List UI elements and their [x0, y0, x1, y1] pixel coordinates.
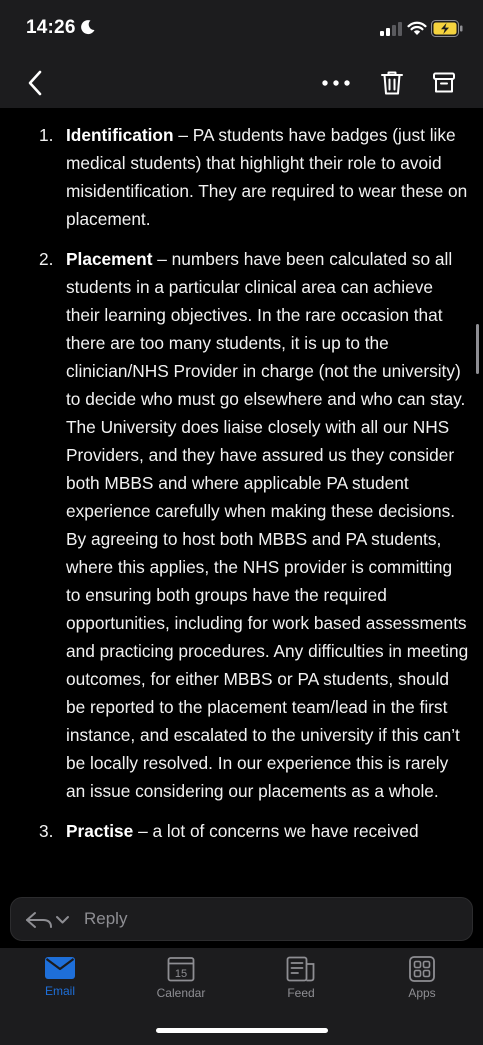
trash-icon — [381, 70, 403, 96]
moon-icon — [80, 19, 96, 35]
list-item-title: Practise — [66, 821, 134, 841]
calendar-day: 15 — [174, 968, 188, 980]
reply-options-icon[interactable] — [23, 908, 83, 932]
home-indicator[interactable] — [156, 1028, 328, 1033]
tab-label: Feed — [287, 986, 315, 1000]
tab-feed[interactable] — [241, 956, 361, 1016]
wifi-icon — [407, 20, 427, 36]
reply-bar[interactable] — [10, 897, 473, 941]
email-body — [0, 108, 483, 845]
apps-grid-icon — [409, 956, 435, 982]
list-item-title: Placement — [66, 249, 153, 269]
more-dots-icon — [322, 80, 350, 86]
tab-apps[interactable] — [362, 956, 482, 1016]
list-item — [0, 121, 483, 233]
list-item-title: Identification — [66, 125, 174, 145]
list-item-text: – a lot of concerns we have received — [133, 821, 419, 841]
cellular-signal-icon — [380, 22, 404, 36]
delete-button[interactable] — [374, 58, 410, 108]
battery-charging-icon — [431, 20, 463, 37]
back-button[interactable] — [18, 58, 52, 108]
list-item-text: – PA students have badges (just like medical students) that highlight their role to avoid misidentification. They are required to wear these on placement. — [66, 125, 468, 229]
tab-calendar[interactable] — [121, 956, 241, 1016]
list-item — [0, 245, 483, 805]
status-bar — [0, 0, 483, 58]
list-item — [0, 817, 483, 845]
calendar-icon — [167, 956, 195, 982]
tab-label: Calendar — [156, 986, 206, 1000]
feed-icon — [286, 956, 316, 982]
tab-label: Apps — [408, 986, 436, 1000]
archive-icon — [433, 72, 455, 94]
tab-email[interactable] — [0, 956, 120, 1016]
email-body-scroll[interactable] — [0, 108, 483, 893]
email-toolbar — [0, 58, 483, 108]
list-item-text: – numbers have been calculated so all students in a particular clinical area can achieve their learning objectives. In the rare occasion that there are too many students, it is up to the clinician/NHS Provider in charge (not the university) to decide who must go elsewhere and who can stay. The University does liaise closely with all our NHS Providers, and they have assured us they consider both MBBS and where applicable PA student experience carefully when making these decisions. By agreeing to host both MBBS and PA students, where this applies, the NHS provider is committing to ensuring both groups have the required opportunities, including for work based assessments and practicing procedures. Any difficulties in meeting outcomes, for either MBBS or PA students, should be reported to the placement team/lead in the first instance, and escalated to the university if this can’t be locally resolved. In our experience this is rarely an issue considering our placements as a whole. — [66, 249, 469, 801]
scroll-indicator[interactable] — [476, 324, 479, 374]
status-time: 14:26 — [26, 17, 76, 38]
tab-label: Email — [44, 984, 75, 998]
chevron-left-icon — [27, 70, 43, 96]
list-number: 2. — [39, 249, 54, 269]
list-number: 3. — [39, 821, 54, 841]
more-options-button[interactable] — [318, 58, 354, 108]
reply-input[interactable]: Reply — [84, 909, 128, 928]
mail-icon — [44, 956, 76, 980]
list-number: 1. — [39, 125, 54, 145]
archive-button[interactable] — [426, 58, 462, 108]
